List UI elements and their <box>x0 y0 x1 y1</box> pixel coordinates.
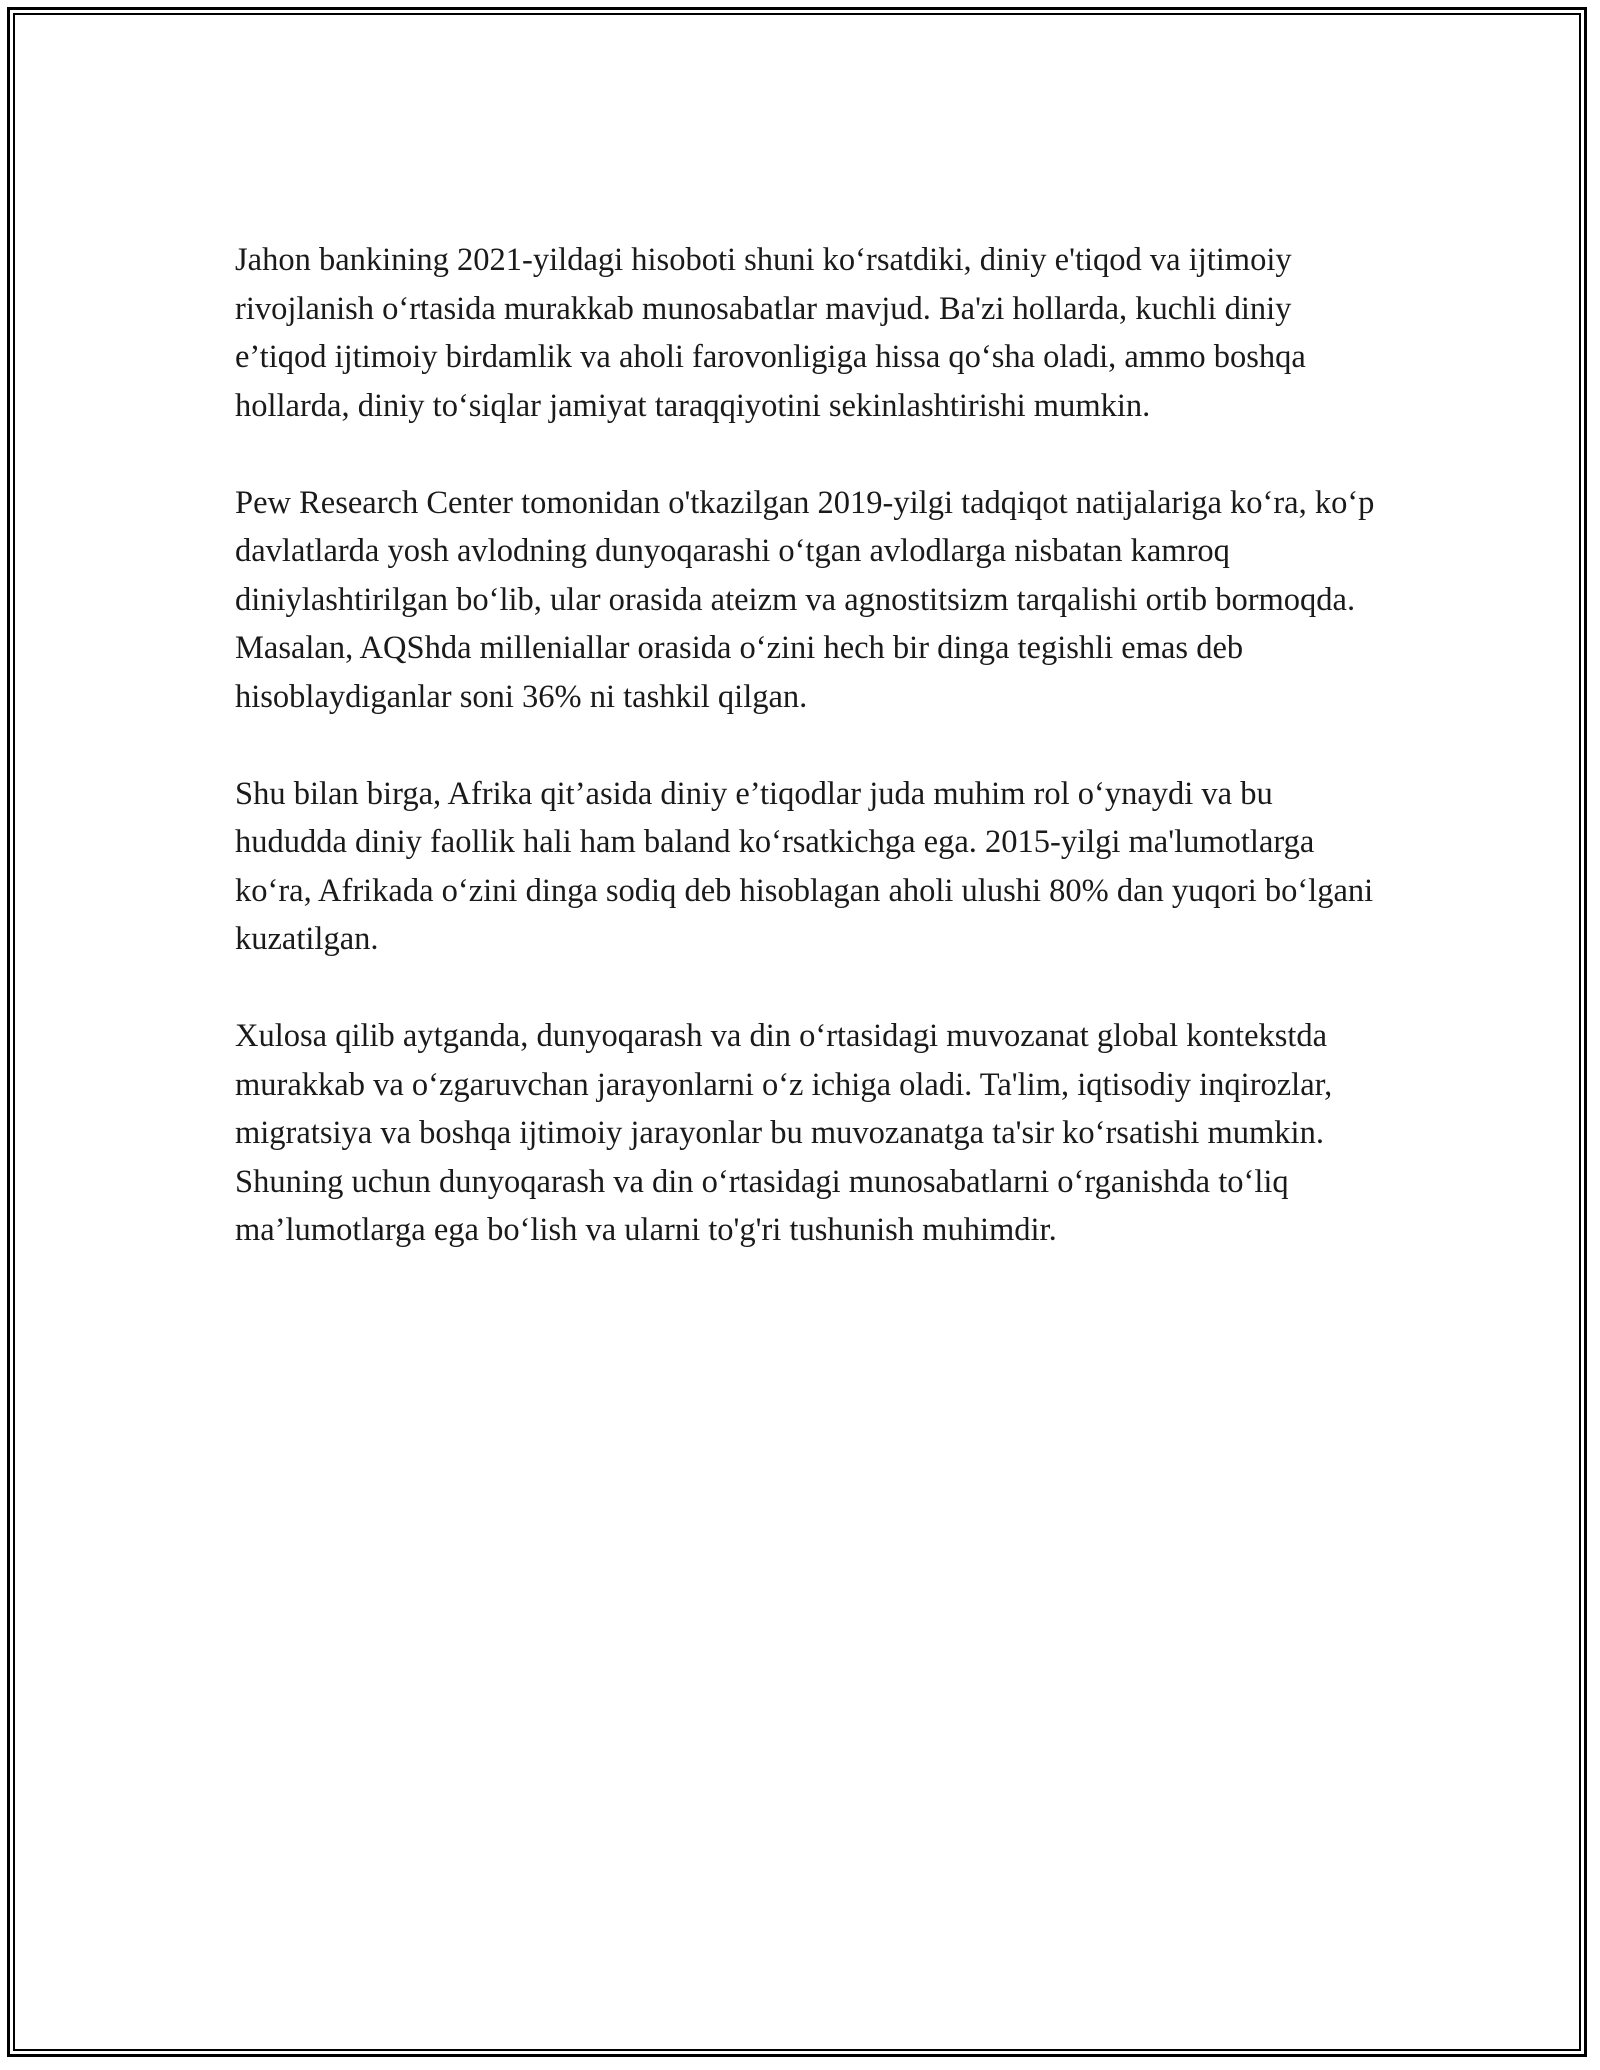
paragraph-4: Xulosa qilib aytganda, dunyoqarash va din o‘rtasidagi muvozanat global kontekstda murakkab va o‘zgaruvchan jarayonlarni o‘z ichiga oladi. Ta'lim, iqtisodiy inqirozlar, migratsiya va boshqa ijtimoiy jarayonlar bu muvozanatga ta'sir ko‘rsatishi mumkin. Shuning uchun dunyoqarash va din o‘rtasidagi munosabatlarni o‘rganishda to‘liq ma’lumotlarga ega bo‘lish va ularni to'g'ri tushunish muhimdir. <box>235 1018 1333 1248</box>
document-body <box>235 236 1375 1303</box>
paragraph-2: Pew Research Center tomonidan o'tkazilgan 2019-yilgi tadqiqot natijalariga ko‘ra, ko‘p davlatlarda yosh avlodning dunyoqarashi o‘tgan avlodlarga nisbatan kamroq diniylashtirilgan bo‘lib, ular orasida ateizm va agnostitsizm tarqalishi ortib bormoqda. Masalan, AQShda milleniallar orasida o‘zini hech bir dinga tegishli emas deb hisoblaydiganlar soni 36% ni tashkil qilgan. <box>235 484 1375 715</box>
paragraph-3: Shu bilan birga, Afrika qit’asida diniy e’tiqodlar juda muhim rol o‘ynaydi va bu hududda diniy faollik hali ham baland ko‘rsatkichga ega. 2015-yilgi ma'lumotlarga ko‘ra, Afrikada o‘zini dinga sodiq deb hisoblagan aholi ulushi 80% dan yuqori bo‘lgani kuzatilgan. <box>235 775 1374 957</box>
paragraph-1: Jahon bankining 2021-yildagi hisoboti shuni ko‘rsatdiki, diniy e'tiqod va ijtimoiy rivojlanish o‘rtasida murakkab munosabatlar mavjud. Ba'zi hollarda, kuchli diniy e’tiqod ijtimoiy birdamlik va aholi farovonligiga hissa qo‘sha oladi, ammo boshqa hollarda, diniy to‘siqlar jamiyat taraqqiyotini sekinlashtirishi mumkin. <box>235 242 1306 424</box>
